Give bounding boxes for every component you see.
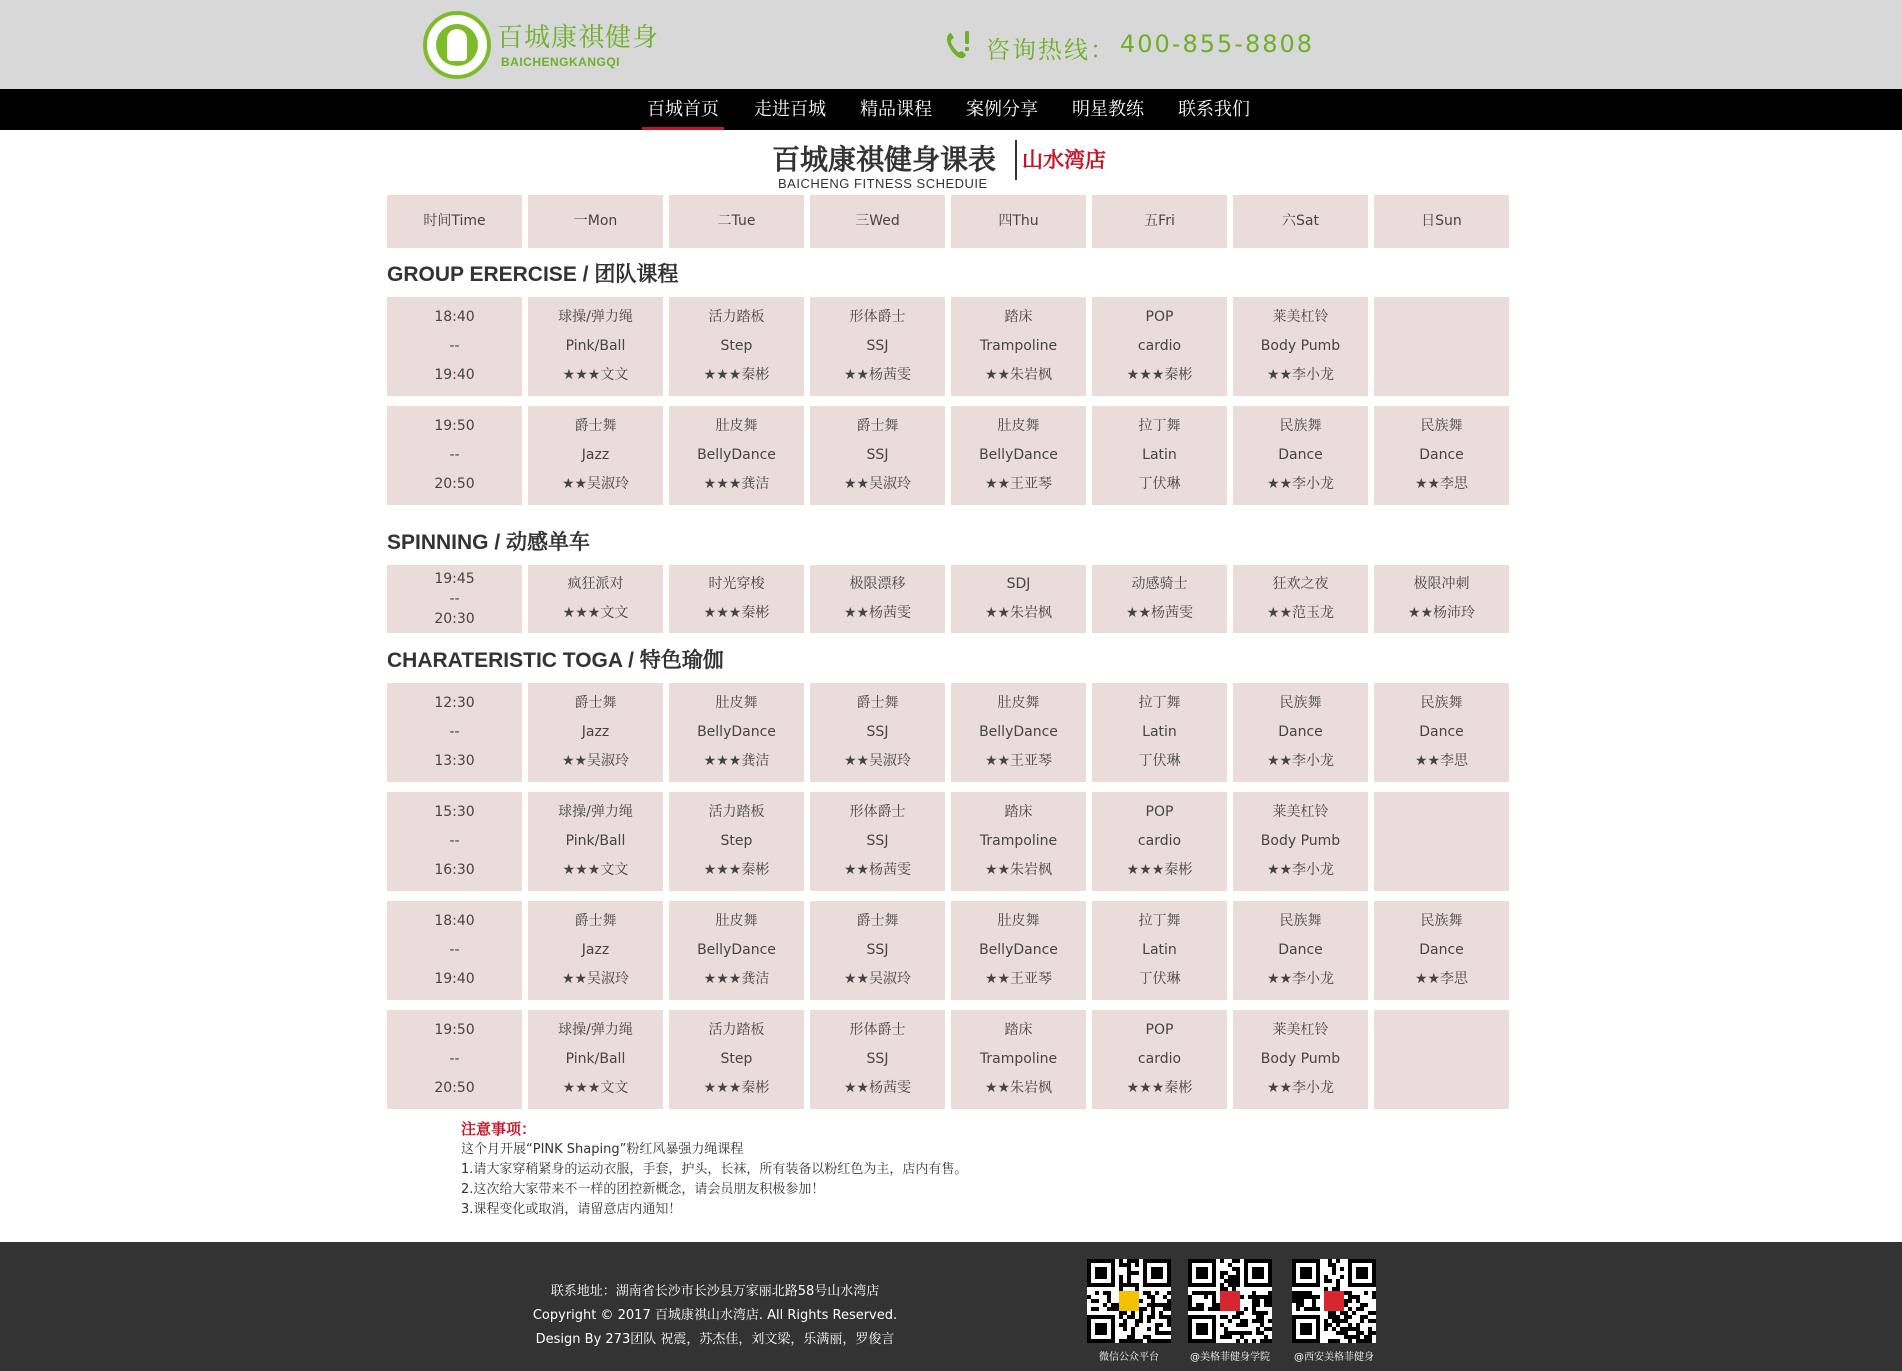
class-line: Dance	[1278, 724, 1323, 740]
class-line: ★★★文文	[562, 862, 629, 878]
class-line: ★★★文文	[562, 367, 629, 383]
day-header: 六Sat	[1233, 195, 1368, 248]
class-line: ★★吴淑玲	[561, 753, 630, 769]
class-line: 肚皮舞	[715, 695, 758, 711]
class-line: 形体爵士	[849, 804, 906, 820]
class-cell[interactable]	[1233, 1010, 1368, 1109]
class-line: 肚皮舞	[997, 695, 1040, 711]
class-line: SSJ	[866, 942, 889, 958]
time-line: --	[449, 942, 460, 958]
class-line: ★★杨沛玲	[1407, 605, 1476, 621]
footer-address: 联系地址：湖南省长沙市长沙县万家丽北路58号山水湾店	[550, 1284, 880, 1299]
hotline-label: 咨询热线：	[986, 36, 1116, 64]
footer-design-credit: Design By 273团队 祝震，苏杰佳，刘文梁，乐满丽，罗俊言	[535, 1332, 895, 1347]
class-line: 活力踏板	[708, 309, 765, 325]
time-line: 20:50	[434, 1080, 475, 1096]
section-title: SPINNING / 动感单车	[387, 531, 591, 554]
day-header: 一Mon	[528, 195, 663, 248]
day-header-time: 时间Time	[387, 195, 522, 248]
class-line: Body Pumb	[1260, 833, 1341, 849]
time-line: 12:30	[434, 695, 475, 711]
nav-item-contact[interactable]: 联系我们	[1178, 99, 1250, 120]
schedule-title	[0, 136, 1902, 196]
class-cell[interactable]	[810, 297, 945, 396]
class-line: POP	[1145, 309, 1174, 325]
class-line: Trampoline	[979, 833, 1058, 849]
time-line: 19:40	[434, 367, 475, 383]
title-divider	[1015, 140, 1017, 180]
notes-line: 3.课程变化或取消，请留意店内通知！	[461, 1202, 682, 1217]
time-line: --	[449, 591, 460, 607]
notes-title: 注意事项：	[461, 1120, 537, 1138]
class-cell[interactable]	[1092, 406, 1227, 505]
class-line: 球操/弹力绳	[558, 309, 633, 325]
class-cell[interactable]	[951, 901, 1086, 1000]
class-line: BellyDance	[697, 447, 776, 463]
class-line: Latin	[1142, 724, 1177, 740]
class-line: 动感骑士	[1131, 576, 1188, 592]
time-cell	[387, 683, 522, 782]
class-cell[interactable]	[810, 1010, 945, 1109]
class-line: SSJ	[866, 447, 889, 463]
logo[interactable]	[423, 11, 663, 81]
nav-item-courses[interactable]: 精品课程	[860, 99, 932, 120]
site-header	[0, 0, 1902, 89]
footer-copyright: Copyright © 2017 百城康祺山水湾店. All Rights Reserved.	[532, 1308, 898, 1323]
nav-item-home[interactable]: 百城首页	[642, 89, 724, 130]
time-line: 20:30	[434, 611, 475, 627]
class-cell[interactable]	[1092, 565, 1227, 633]
time-line: --	[449, 724, 460, 740]
class-line: Dance	[1419, 447, 1464, 463]
class-line: Step	[720, 338, 753, 354]
class-cell[interactable]	[1233, 901, 1368, 1000]
time-line: 19:45	[434, 571, 475, 587]
class-cell[interactable]	[1233, 565, 1368, 633]
class-line: ★★杨茜雯	[843, 862, 912, 878]
class-line: 形体爵士	[849, 309, 906, 325]
class-line: ★★★秦彬	[703, 862, 770, 878]
class-cell[interactable]	[1233, 683, 1368, 782]
class-cell[interactable]	[1092, 297, 1227, 396]
class-line: 形体爵士	[849, 1022, 906, 1038]
class-line: cardio	[1137, 833, 1182, 849]
class-line: ★★李思	[1414, 476, 1469, 492]
class-line: Dance	[1419, 942, 1464, 958]
class-line: ★★杨茜雯	[843, 605, 912, 621]
empty-cell	[1374, 1010, 1509, 1109]
class-line: ★★杨茜雯	[843, 1080, 912, 1096]
class-cell[interactable]	[528, 1010, 663, 1109]
class-line: ★★李小龙	[1266, 971, 1335, 987]
phone-icon	[944, 30, 972, 60]
time-line: 19:50	[434, 1022, 475, 1038]
class-line: ★★李小龙	[1266, 862, 1335, 878]
logo-emblem-icon	[423, 11, 491, 79]
class-line: ★★王亚琴	[984, 971, 1053, 987]
class-line: ★★★龚洁	[703, 971, 770, 987]
class-cell[interactable]	[951, 406, 1086, 505]
time-cell	[387, 901, 522, 1000]
class-line: 肚皮舞	[715, 913, 758, 929]
class-line: Jazz	[581, 447, 610, 463]
class-cell[interactable]	[951, 683, 1086, 782]
class-line: ★★★文文	[562, 605, 629, 621]
class-line: 爵士舞	[856, 418, 899, 434]
class-line: Jazz	[581, 724, 610, 740]
class-line: SDJ	[1006, 576, 1031, 592]
class-line: 拉丁舞	[1138, 695, 1181, 711]
class-line: POP	[1145, 1022, 1174, 1038]
logo-subtitle: BAICHENGKANGQI	[501, 55, 621, 69]
section-title: GROUP ERERCISE / 团队课程	[387, 263, 679, 286]
class-cell[interactable]	[1233, 297, 1368, 396]
class-cell[interactable]	[810, 683, 945, 782]
class-line: ★★吴淑玲	[843, 476, 912, 492]
class-line: ★★李小龙	[1266, 753, 1335, 769]
time-line: 19:50	[434, 418, 475, 434]
main-nav	[0, 89, 1902, 130]
class-line: ★★李思	[1414, 753, 1469, 769]
class-line: ★★吴淑玲	[843, 971, 912, 987]
class-line: ★★★秦彬	[1126, 367, 1193, 383]
time-line: 15:30	[434, 804, 475, 820]
class-line: 球操/弹力绳	[558, 1022, 633, 1038]
class-line: ★★李小龙	[1266, 476, 1335, 492]
class-line: 民族舞	[1420, 418, 1463, 434]
class-line: Step	[720, 1051, 753, 1067]
class-cell[interactable]	[528, 683, 663, 782]
class-cell[interactable]	[669, 297, 804, 396]
class-cell[interactable]	[669, 1010, 804, 1109]
time-line: 16:30	[434, 862, 475, 878]
hotline-number: 400-855-8808	[1120, 30, 1315, 58]
class-line: BellyDance	[697, 942, 776, 958]
class-line: Latin	[1142, 447, 1177, 463]
class-cell[interactable]	[1092, 901, 1227, 1000]
time-cell	[387, 406, 522, 505]
class-line: Trampoline	[979, 338, 1058, 354]
class-line: SSJ	[866, 833, 889, 849]
class-line: ★★李小龙	[1266, 1080, 1335, 1096]
class-line: 莱美杠铃	[1272, 804, 1329, 820]
time-line: 19:40	[434, 971, 475, 987]
class-line: 拉丁舞	[1138, 418, 1181, 434]
class-line: 拉丁舞	[1138, 913, 1181, 929]
notes-line: 2.这次给大家带来不一样的团控新概念，请会员朋友积极参加！	[461, 1182, 825, 1197]
class-cell[interactable]	[669, 565, 804, 633]
class-line: POP	[1145, 804, 1174, 820]
class-line: 肚皮舞	[715, 418, 758, 434]
class-line: Step	[720, 833, 753, 849]
class-line: ★★朱岩枫	[984, 367, 1053, 383]
class-line: ★★★秦彬	[703, 605, 770, 621]
class-line: ★★吴淑玲	[561, 476, 630, 492]
notes-line: 1.请大家穿稍紧身的运动衣服，手套，护头，长袜，所有装备以粉红色为主，店内有售。	[461, 1162, 968, 1177]
class-line: Pink/Ball	[565, 833, 626, 849]
class-line: 民族舞	[1279, 695, 1322, 711]
class-cell[interactable]	[810, 565, 945, 633]
class-line: SSJ	[866, 724, 889, 740]
class-line: 丁伏琳	[1138, 753, 1181, 769]
empty-cell	[1374, 297, 1509, 396]
class-line: ★★杨茜雯	[1125, 605, 1194, 621]
class-cell[interactable]	[1233, 792, 1368, 891]
class-line: ★★★龚洁	[703, 753, 770, 769]
class-cell[interactable]	[1374, 901, 1509, 1000]
class-line: cardio	[1137, 1051, 1182, 1067]
class-line: Pink/Ball	[565, 338, 626, 354]
class-line: 肚皮舞	[997, 418, 1040, 434]
class-line: 球操/弹力绳	[558, 804, 633, 820]
time-cell	[387, 565, 522, 633]
day-header: 五Fri	[1092, 195, 1227, 248]
class-line: ★★朱岩枫	[984, 1080, 1053, 1096]
class-cell[interactable]	[810, 901, 945, 1000]
time-line: --	[449, 1051, 460, 1067]
class-line: 民族舞	[1420, 913, 1463, 929]
class-line: SSJ	[866, 338, 889, 354]
class-line: 活力踏板	[708, 804, 765, 820]
class-cell[interactable]	[669, 901, 804, 1000]
class-cell[interactable]	[951, 565, 1086, 633]
class-cell[interactable]	[528, 297, 663, 396]
class-line: 民族舞	[1420, 695, 1463, 711]
time-cell	[387, 792, 522, 891]
notes-panel	[461, 1118, 1161, 1220]
class-cell[interactable]	[1092, 683, 1227, 782]
qr-caption: @美格菲健身学院	[1190, 1352, 1270, 1363]
class-cell[interactable]	[951, 297, 1086, 396]
notes-line: 这个月开展“PINK Shaping”粉红风暴强力绳课程	[461, 1142, 744, 1157]
class-line: 极限冲刺	[1413, 576, 1470, 592]
class-cell[interactable]	[810, 406, 945, 505]
class-line: 爵士舞	[574, 913, 617, 929]
class-line: 踏床	[1004, 1022, 1033, 1038]
class-cell[interactable]	[528, 901, 663, 1000]
day-header: 四Thu	[951, 195, 1086, 248]
class-line: 疯狂派对	[567, 576, 624, 592]
empty-cell	[1374, 792, 1509, 891]
nav-item-coaches[interactable]: 明星教练	[1072, 99, 1144, 120]
class-line: Trampoline	[979, 1051, 1058, 1067]
class-cell[interactable]	[669, 792, 804, 891]
class-line: 爵士舞	[856, 695, 899, 711]
class-line: Body Pumb	[1260, 338, 1341, 354]
day-header: 日Sun	[1374, 195, 1509, 248]
class-line: ★★朱岩枫	[984, 862, 1053, 878]
class-line: 极限漂移	[849, 576, 906, 592]
class-line: BellyDance	[979, 942, 1058, 958]
nav-item-cases[interactable]: 案例分享	[966, 99, 1038, 120]
day-header: 二Tue	[669, 195, 804, 248]
time-line: --	[449, 447, 460, 463]
class-line: ★★王亚琴	[984, 476, 1053, 492]
class-cell[interactable]	[669, 406, 804, 505]
time-line: 13:30	[434, 753, 475, 769]
qr-code-wechat-icon	[1087, 1259, 1171, 1343]
day-header: 三Wed	[810, 195, 945, 248]
class-line: BellyDance	[979, 447, 1058, 463]
class-line: ★★杨茜雯	[843, 367, 912, 383]
class-line: Body Pumb	[1260, 1051, 1341, 1067]
class-line: 丁伏琳	[1138, 971, 1181, 987]
store-name: 山水湾店	[1022, 148, 1106, 172]
class-line: 活力踏板	[708, 1022, 765, 1038]
class-cell[interactable]	[951, 1010, 1086, 1109]
qr-code-academy-icon	[1188, 1259, 1272, 1343]
class-line: 丁伏琳	[1138, 476, 1181, 492]
class-cell[interactable]	[810, 792, 945, 891]
class-line: Dance	[1278, 447, 1323, 463]
class-line: ★★★秦彬	[703, 367, 770, 383]
time-line: --	[449, 833, 460, 849]
class-line: Pink/Ball	[565, 1051, 626, 1067]
class-line: 民族舞	[1279, 913, 1322, 929]
site-footer	[0, 1242, 1902, 1371]
page-title: 百城康祺健身课表	[772, 143, 997, 176]
logo-name: 百城康祺健身	[497, 23, 660, 53]
class-cell[interactable]	[1374, 406, 1509, 505]
class-cell[interactable]	[1092, 1010, 1227, 1109]
class-line: 莱美杠铃	[1272, 309, 1329, 325]
class-line: ★★李小龙	[1266, 367, 1335, 383]
footer-info	[500, 1280, 930, 1352]
class-line: Jazz	[581, 942, 610, 958]
class-cell[interactable]	[528, 565, 663, 633]
page-subtitle: BAICHENG FITNESS SCHEDUIE	[778, 176, 988, 191]
class-line: 爵士舞	[574, 418, 617, 434]
class-cell[interactable]	[528, 792, 663, 891]
class-line: 民族舞	[1279, 418, 1322, 434]
class-line: ★★吴淑玲	[561, 971, 630, 987]
class-line: BellyDance	[979, 724, 1058, 740]
class-line: 踏床	[1004, 309, 1033, 325]
class-line: Latin	[1142, 942, 1177, 958]
class-line: ★★李思	[1414, 971, 1469, 987]
class-line: ★★王亚琴	[984, 753, 1053, 769]
class-line: BellyDance	[697, 724, 776, 740]
class-cell[interactable]	[1374, 565, 1509, 633]
class-cell[interactable]	[669, 683, 804, 782]
class-line: 莱美杠铃	[1272, 1022, 1329, 1038]
time-line: --	[449, 338, 460, 354]
time-line: 20:50	[434, 476, 475, 492]
time-line: 18:40	[434, 913, 475, 929]
class-line: ★★★秦彬	[703, 1080, 770, 1096]
class-line: Dance	[1278, 942, 1323, 958]
class-line: ★★范玉龙	[1266, 605, 1335, 621]
class-line: Dance	[1419, 724, 1464, 740]
class-line: ★★★文文	[562, 1080, 629, 1096]
class-cell[interactable]	[1374, 683, 1509, 782]
time-cell	[387, 297, 522, 396]
class-line: ★★★龚洁	[703, 476, 770, 492]
class-line: 时光穿梭	[708, 576, 765, 592]
time-line: 18:40	[434, 309, 475, 325]
class-line: ★★★秦彬	[1126, 862, 1193, 878]
class-line: 狂欢之夜	[1272, 576, 1329, 592]
nav-item-about[interactable]: 走进百城	[754, 99, 826, 120]
qr-caption: @西安美格菲健身	[1294, 1352, 1374, 1363]
class-line: 爵士舞	[574, 695, 617, 711]
class-cell[interactable]	[1092, 792, 1227, 891]
class-line: ★★朱岩枫	[984, 605, 1053, 621]
class-line: ★★吴淑玲	[843, 753, 912, 769]
qr-caption: 微信公众平台	[1099, 1352, 1159, 1363]
class-cell[interactable]	[951, 792, 1086, 891]
qr-code-xian-icon	[1292, 1259, 1376, 1343]
class-cell[interactable]	[1233, 406, 1368, 505]
class-line: 肚皮舞	[997, 913, 1040, 929]
class-cell[interactable]	[528, 406, 663, 505]
time-cell	[387, 1010, 522, 1109]
class-line: 踏床	[1004, 804, 1033, 820]
section-title: CHARATERISTIC TOGA / 特色瑜伽	[387, 649, 724, 672]
class-line: cardio	[1137, 338, 1182, 354]
class-line: SSJ	[866, 1051, 889, 1067]
class-line: ★★★秦彬	[1126, 1080, 1193, 1096]
class-line: 爵士舞	[856, 913, 899, 929]
